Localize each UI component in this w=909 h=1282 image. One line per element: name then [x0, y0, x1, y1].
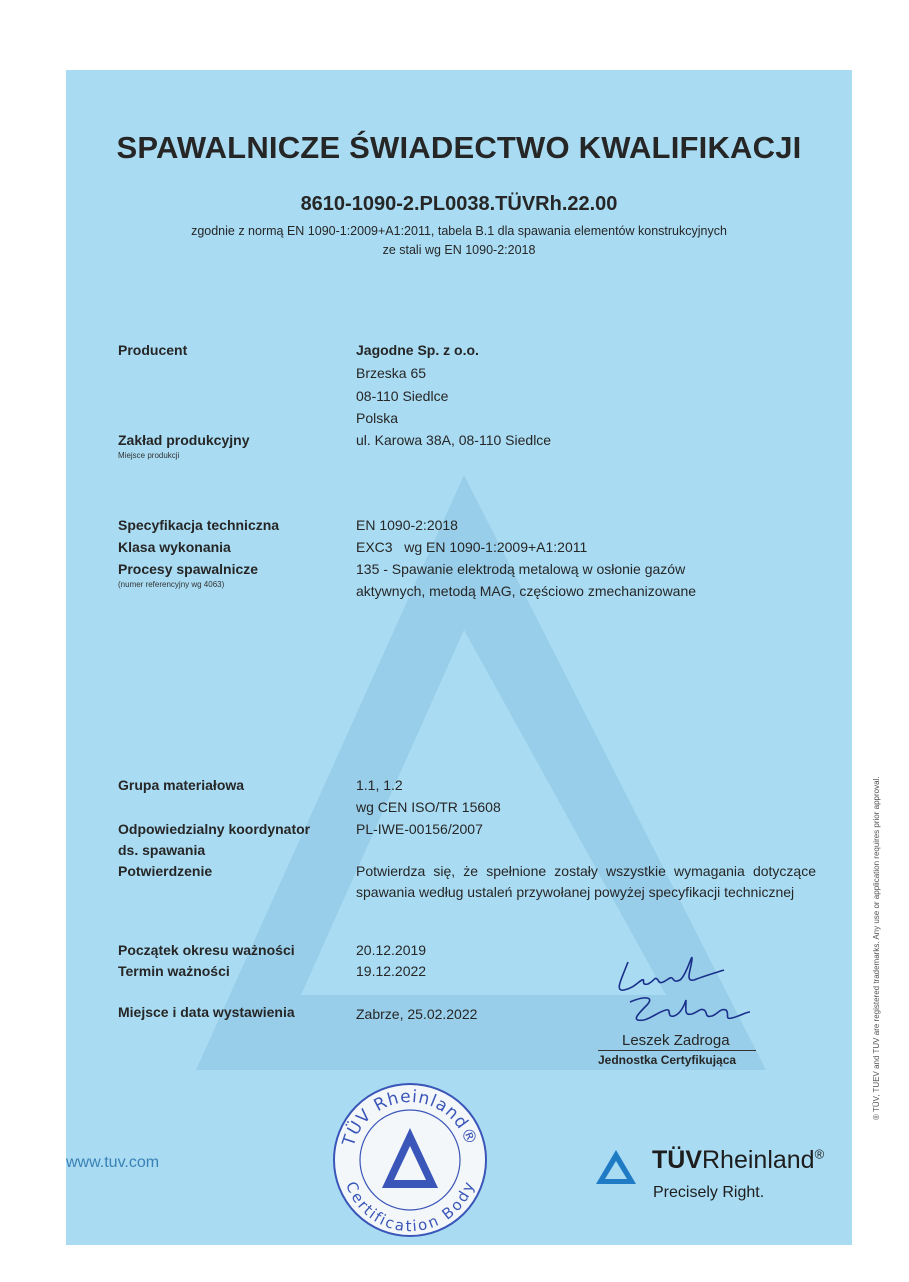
certification-unit: Jednostka Certyfikująca [598, 1053, 737, 1067]
confirmation-label: Potwierdzenie [118, 863, 213, 879]
coordinator-label-line2: ds. spawania [118, 842, 206, 858]
logo-tuv: TÜV [652, 1146, 702, 1174]
standard-reference-line2: ze stali wg EN 1090-2:2018 [382, 243, 536, 257]
producer-city: 08-110 Siedlce [356, 388, 449, 404]
seal-bottom-text: Certification Body [341, 1179, 479, 1236]
process-value-line2: aktywnych, metodą MAG, częściowo zmechanizowane [356, 583, 697, 599]
confirmation-text: Potwierdza się, że spełnione zostały wszystkie wymagania dotyczące spawania według ustaleń przywołanej powyżej specyfikacji technicznej [356, 863, 816, 900]
validity-end-label: Termin ważności [118, 963, 230, 979]
plant-sublabel: Miejsce produkcji [118, 451, 180, 460]
tuv-logo-wordmark [652, 1146, 824, 1175]
issue-label: Miejsce i data wystawienia [118, 1004, 295, 1020]
material-value-line2: wg CEN ISO/TR 15608 [356, 799, 501, 815]
issue-value: Zabrze, 25.02.2022 [356, 1006, 478, 1022]
producer-street: Brzeska 65 [356, 365, 427, 381]
website-link[interactable]: www.tuv.com [66, 1154, 160, 1171]
material-value-line1: 1.1, 1.2 [356, 777, 403, 793]
validity-start-label: Początek okresu ważności [118, 942, 295, 958]
signatory-name: Leszek Zadroga [622, 1032, 730, 1049]
spec-value: EN 1090-2:2018 [356, 517, 458, 533]
validity-start-value: 20.12.2019 [356, 942, 427, 958]
coordinator-label-line1: Odpowiedzialny koordynator [118, 821, 311, 837]
producer-label: Producent [118, 342, 188, 358]
signature-line [598, 1050, 756, 1051]
logo-registered: ® [814, 1146, 825, 1162]
coordinator-value: PL-IWE-00156/2007 [356, 821, 483, 837]
producer-country: Polska [356, 410, 399, 426]
seal-top-text: TÜV Rheinland® [338, 1086, 482, 1149]
trademark-notice: ® TÜV, TUEV and TUV are registered trademarks. Any use or application requires prior approval. [872, 776, 881, 1120]
certification-seal [330, 1080, 490, 1240]
certificate-number: 8610-1090-2.PL0038.TÜVRh.22.00 [300, 193, 618, 215]
process-label: Procesy spawalnicze [118, 561, 259, 577]
certificate-title: SPAWALNICZE ŚWIADECTWO KWALIFIKACJI [116, 130, 802, 165]
standard-reference-line1: zgodnie z normą EN 1090-1:2009+A1:2011, tabela B.1 dla spawania elementów konstrukcyjnych [191, 224, 727, 238]
producer-name: Jagodne Sp. z o.o. [356, 342, 479, 358]
process-sublabel: (numer referencyjny wg 4063) [118, 580, 225, 589]
exec-class-value: EXC3 wg EN 1090-1:2009+A1:2011 [356, 539, 588, 555]
spec-label: Specyfikacja techniczna [118, 517, 280, 533]
tuv-logo-triangle-icon [594, 1148, 638, 1186]
logo-rheinland: Rheinland [702, 1146, 815, 1174]
plant-label: Zakład produkcyjny [118, 432, 250, 448]
logo-slogan: Precisely Right. [653, 1184, 765, 1201]
plant-address: ul. Karowa 38A, 08-110 Siedlce [356, 432, 552, 448]
handwritten-signature [600, 940, 770, 1035]
material-label: Grupa materiałowa [118, 777, 245, 793]
validity-end-value: 19.12.2022 [356, 963, 427, 979]
exec-class-label: Klasa wykonania [118, 539, 231, 555]
process-value-line1: 135 - Spawanie elektrodą metalową w osłonie gazów [356, 561, 686, 577]
